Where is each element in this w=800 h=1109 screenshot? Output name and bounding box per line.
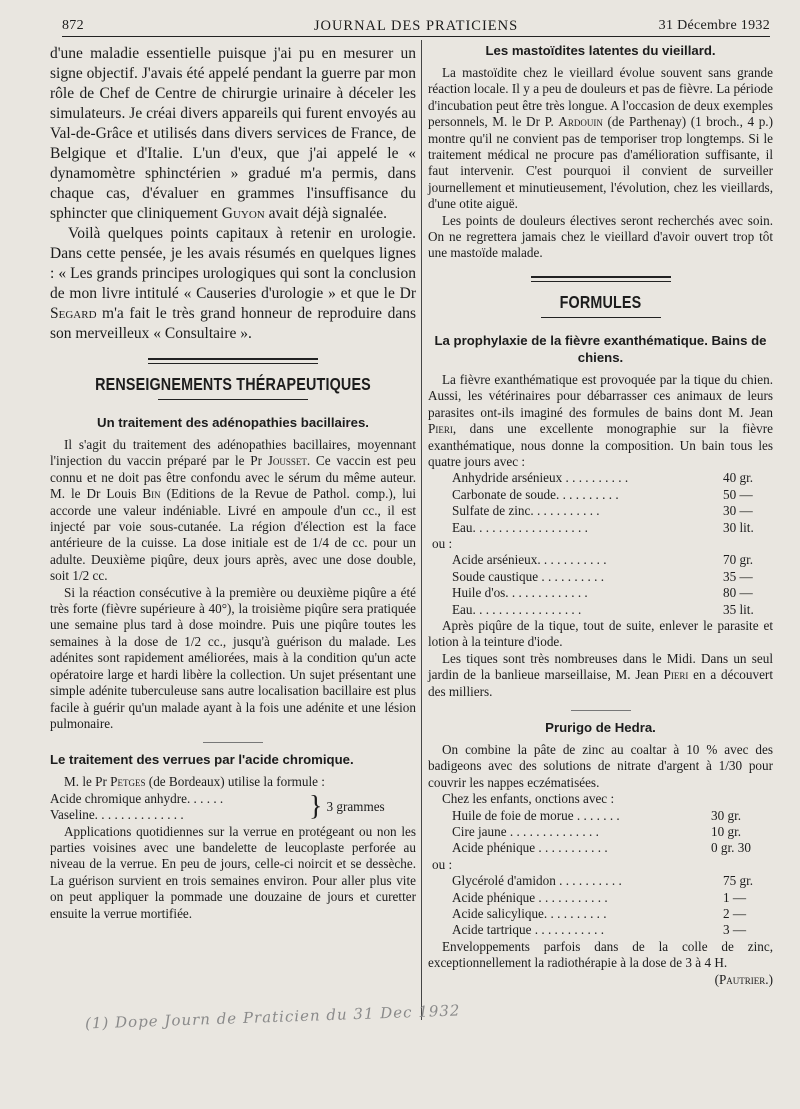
prurigo-formula	[428, 808, 773, 939]
subheading-verrues: Le traitement des verrues par l'acide chromique.	[50, 752, 354, 768]
right-column	[428, 44, 773, 988]
separator	[571, 710, 631, 711]
handwritten-note: (1) Dope Journ de Praticien du 31 Dec 1932	[84, 1001, 461, 1033]
prophylaxie-text	[428, 372, 773, 470]
paragraph: Il s'agit du traitement des adénopathies bacillaires, moyennant l'injection du vaccin préparé par le Pr Jousset. Ce vaccin est peu connu et ne doit pas être confondu avec le sérum du même auteur. M. le Dr Louis Bin (Editions de la Revue de Pathol. comp.), lui accorde une valeur indéniable. Livré en ampoule d'un cc., il est injecté par voie sous-cutanée. La région d'élection est la face antérieure de la cuisse. La dose initiale est de 1/4 de cc. pour un adulte. Deuxième piqûre, deux jours après, avec une dose double, soit 1/2 cc.	[50, 437, 416, 584]
left-column	[50, 44, 416, 922]
formula-row: Anhydride arsénieux . . . . . . . . . . 40 gr.	[452, 470, 754, 486]
formula-row: Acide tartrique . . . . . . . . . . . 3 —	[452, 922, 747, 938]
subheading-prurigo: Prurigo de Hedra.	[545, 720, 656, 735]
paragraph: Applications quotidiennes sur la verrue en protégeant ou non les parties voisines avec une bandelette de leucoplaste perforée au niveau de la verrue. En peu de jours, celle-ci noircit et se dessèche. La guérison survient en trois semaines environ. Pour aller plus vite on peut appliquer la pommade une douzaine de jours et curetter ensuite la verrue mortifiée.	[50, 823, 416, 921]
paragraph: M. le Pr Petges (de Bordeaux) utilise la formule :	[64, 774, 325, 790]
formula-row: Glycérolé d'amidon . . . . . . . . . . 75 gr.	[452, 873, 754, 889]
attribution: (Pautrier.)	[714, 971, 773, 987]
formula-chromique	[50, 791, 416, 824]
paragraph: Les points de douleurs électives seront recherchés avec soin. On ne regrettera jamais chez le vieillard d'avoir ouvert trop tôt une mastoïde malade.	[428, 212, 773, 261]
formula-row: Cire jaune . . . . . . . . . . . . . . 10 gr.	[452, 824, 742, 840]
subheading-prophylaxie: La prophylaxie de la fièvre exanthématique. Bains de chiens.	[434, 332, 767, 365]
brace-glyph: }	[309, 791, 323, 823]
article-continuation	[50, 44, 416, 344]
section-rule	[148, 358, 318, 364]
formula-row: Soude caustique . . . . . . . . . . 35 —	[452, 568, 753, 584]
title-underline	[541, 317, 661, 318]
column-divider	[421, 40, 422, 1020]
formula-row: Carbonate de soude. . . . . . . . . . 50 —	[452, 486, 753, 502]
page-number: 872	[62, 18, 84, 33]
alternative-label: ou :	[432, 856, 453, 872]
subheading-adenopathies: Un traitement des adénopathies bacillaires.	[97, 415, 369, 430]
formules-title: FORMULES	[559, 291, 642, 312]
formula-row: Huile de foie de morue . . . . . . . 30 gr.	[452, 807, 742, 823]
paragraph: Enveloppements parfois dans de la colle de zinc, exceptionnellement la radiothérapie à la dose de 3 à 4 H.	[428, 938, 773, 971]
issue-date: 31 Décembre 1932	[658, 18, 770, 33]
section-title: RENSEIGNEMENTS THÉRAPEUTIQUES	[95, 374, 371, 394]
paragraph: La fièvre exanthématique est provoquée par la tique du chien. Aussi, les vétérinaires pour débarrasser ces animaux de leurs parasites ont-ils imaginé des formules de bains dont M. Jean Pieri, dans une excellente monographie sur la fièvre exanthématique, nous donne la composition. Un bain tous les quatre jours avec :	[428, 371, 773, 469]
formula-row: Acide salicylique. . . . . . . . . . 2 —	[452, 906, 747, 922]
formula-quantity: 3 grammes	[326, 798, 385, 814]
bath-formula-1	[428, 470, 773, 618]
formula-line: Vaseline. . . . . . . . . . . . . .	[50, 807, 184, 823]
formula-row: Acide phénique . . . . . . . . . . . 1 —	[452, 889, 747, 905]
paragraph: La mastoïdite chez le vieillard évolue souvent sans grande réaction locale. Il y a peu de douleurs et pas de fièvre. La période d'incubation peut être très longue. A l'occasion de deux exemples personnels, M. le Dr P. Ardouin (de Parthenay) (1 broch., 4 p.) montre qu'il ne convient pas de temporiser trop longtemps. Si le traitement médical ne procure pas d'amélioration suffisante, il faut intervenir. C'est pourquoi il convient de surveiller journellement et minutieusement, l'évolution, chez les vieillards, d'une otite aiguë.	[428, 65, 773, 212]
formula-row: Eau. . . . . . . . . . . . . . . . . . 30 lit.	[452, 519, 754, 535]
paragraph: Si la réaction consécutive à la première ou deuxième piqûre a été très forte (fièvre supérieure à 40°), la troisième piqûre sera pratiquée une semaine plus tard à dose moindre. Puis une piqûre toutes les semaines à la dose de 1/2 cc., jusqu'à guérison du malade. Les adénites sont rapidement améliorées, mais à la condition qu'un acte opératoire large et hardi libère la collection. Un sujet présentant une simple adénite tuberculeuse sans autre localisation bacillaire est plus facile à guérir qu'un malade ayant à la fois une adénite et une lésion pulmonaire.	[50, 584, 416, 731]
paragraph: On combine la pâte de zinc au coaltar à 10 % avec des badigeons avec des solutions de nitrate d'argent à 1/30 pour couvrir les nappes eczématisées.	[428, 742, 773, 790]
prurigo-text-2	[428, 939, 773, 988]
formula-row: Huile d'os. . . . . . . . . . . . . 80 —	[452, 585, 753, 601]
running-header	[62, 14, 770, 37]
formula-row: Acide arsénieux. . . . . . . . . . . 70 gr.	[452, 552, 754, 568]
paragraph: d'une maladie essentielle puisque j'ai pu en mesurer un signe objectif. J'avais été appelé pendant la guerre par mon rôle de Chef de Centre de chirurgie urinaire à déceler les simulateurs. Je créai divers appareils qui furent envoyés au Val-de-Grâce et utilisés dans divers services de France, de Belgique et d'Italie. L'un d'eux, que j'ai appelé le « dynamomètre sphinctérien » gradué m'a permis, dans chaque cas, d'évaluer en grammes l'insuffisance du sphincter que cliniquement Guyon avait déjà signalée.	[50, 45, 416, 222]
formula-row: Acide phénique . . . . . . . . . . . 0 gr. 30	[452, 840, 751, 856]
paragraph: Chez les enfants, onctions avec :	[442, 791, 615, 807]
formula-row: Sulfate de zinc. . . . . . . . . . . 30 —	[452, 503, 753, 519]
alternative-label: ou :	[432, 535, 453, 551]
section-rule	[531, 276, 671, 282]
subheading-mastoidites: Les mastoïdites latentes du vieillard.	[485, 43, 716, 58]
verrues-text	[50, 774, 416, 922]
journal-title: JOURNAL DES PRATICIENS	[313, 18, 519, 34]
formula-row: Eau. . . . . . . . . . . . . . . . . 35 lit.	[452, 601, 754, 617]
mastoidites-text	[428, 65, 773, 262]
paragraph: Les tiques sont très nombreuses dans le Midi. Dans un seul jardin de la banlieue marseillaise, M. Jean Pieri en a découvert des milliers.	[428, 650, 773, 699]
prurigo-text	[428, 742, 773, 808]
paragraph: Voilà quelques points capitaux à retenir en urologie. Dans cette pensée, je les avais résumés en quelques lignes : « Les grands principes urologiques qui sont la conclusion de mon livre intitulé « Causeries d'urologie » et que le Dr Segard m'a fait le très grand honneur de reproduire dans son merveilleux « Consultaire ».	[50, 225, 416, 342]
prophylaxie-text-2	[428, 618, 773, 700]
formula-line: Acide chromique anhydre. . . . . .	[50, 790, 224, 806]
paragraph: Après piqûre de la tique, tout de suite, enlever le parasite et lotion à la teinture d'iode.	[428, 617, 773, 650]
separator	[203, 742, 263, 743]
title-underline	[158, 399, 308, 400]
adenopathies-text	[50, 437, 416, 732]
